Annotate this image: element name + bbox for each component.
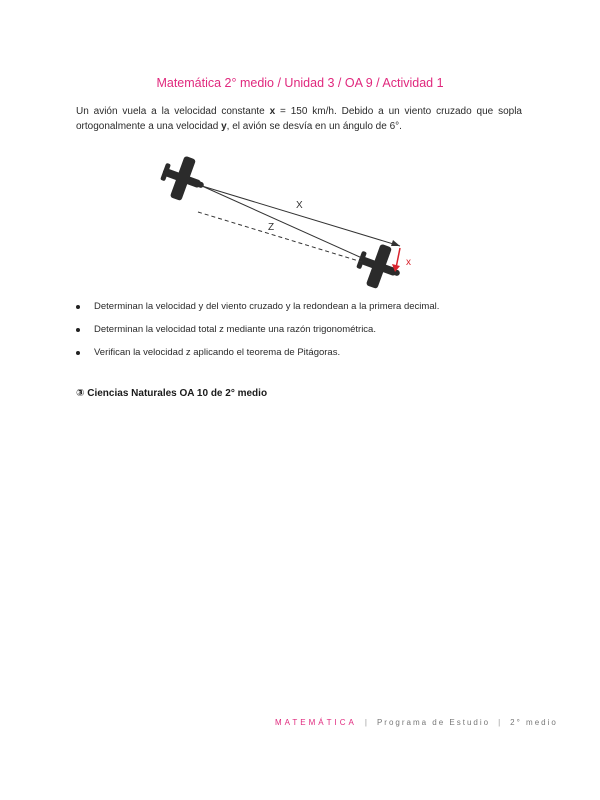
vector-x-arrowhead (391, 240, 400, 246)
airplane-end-icon (352, 238, 407, 290)
footer-separator: | (364, 718, 369, 727)
airplane-vector-diagram (150, 150, 430, 290)
section-heading: ③ Ciencias Naturales OA 10 de 2° medio (76, 388, 268, 399)
footer-level: 2° medio (510, 718, 558, 727)
vector-z-line (202, 186, 362, 258)
label-x: X (296, 200, 303, 211)
intro-text-2: = 150 km/h. Debido a un viento cruzado que sopla ortogonalmente a una velocidad (76, 106, 522, 132)
bullet-icon (76, 305, 80, 309)
label-wind-x: x (406, 257, 411, 268)
intro-text-1: Un avión vuela a la velocidad constante (76, 106, 270, 117)
task-list (76, 300, 526, 369)
task-text: Determinan la velocidad y del viento cruzado y la redondean a la primera decimal. (94, 301, 440, 312)
task-item (76, 300, 526, 323)
task-text: Verifican la velocidad z aplicando el teorema de Pitágoras. (94, 347, 341, 358)
airplane-start-icon (156, 150, 211, 206)
task-text: Determinan la velocidad total z mediante una razón trigonométrica. (94, 324, 376, 335)
footer-brand: MATEMÁTICA (275, 718, 357, 727)
vector-x-line (202, 186, 400, 246)
activity-title: Matemática 2° medio / Unidad 3 / OA 9 / Actividad 1 (156, 76, 444, 90)
variable-x: x (269, 106, 276, 117)
wind-vector-line (396, 248, 400, 268)
page-footer (275, 718, 558, 727)
bullet-icon (76, 351, 80, 355)
footer-separator-2: | (498, 718, 503, 727)
task-item (76, 346, 526, 369)
intro-text-3: , el avión se desvía en un ángulo de 6°. (226, 121, 402, 132)
footer-program: Programa de Estudio (376, 718, 491, 727)
variable-y: y (221, 121, 227, 132)
task-item (76, 323, 526, 346)
problem-statement (76, 104, 522, 134)
dashed-reference-line (198, 212, 362, 262)
label-z: Z (268, 222, 275, 233)
bullet-icon (76, 328, 80, 332)
